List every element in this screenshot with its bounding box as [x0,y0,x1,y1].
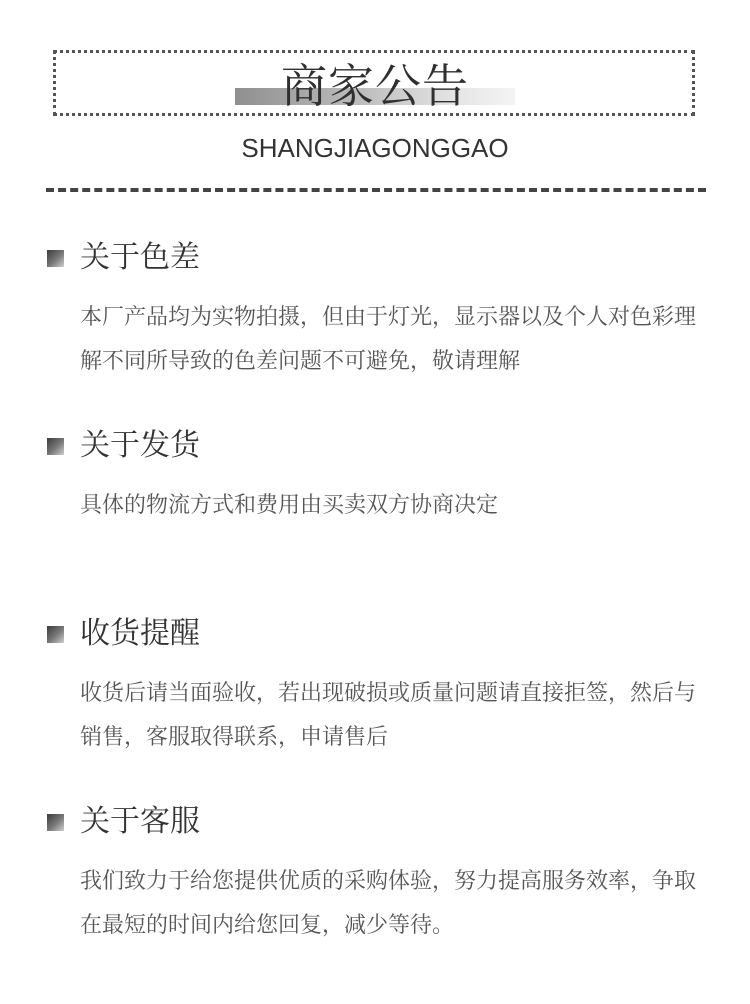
page-title: 商家公告 [281,59,469,113]
square-bullet-icon [47,250,64,267]
square-bullet-icon [47,814,64,831]
square-bullet-icon [47,438,64,455]
page-subtitle: SHANGJIAGONGGAO [241,133,509,163]
section-body: 收货后请当面验收，若出现破损或质量问题请直接拒签，然后与销售，客服取得联系，申请售后 [80,681,697,750]
square-bullet-icon [47,626,64,643]
section-title: 关于客服 [80,804,200,839]
section-title: 关于发货 [80,428,200,463]
section-title: 关于色差 [80,240,200,275]
section-title: 收货提醒 [80,616,200,651]
dashed-divider [46,188,706,192]
section-body: 具体的物流方式和费用由买卖双方协商决定 [80,493,499,518]
section-body: 我们致力于给您提供优质的采购体验，努力提高服务效率，争取在最短的时间内给您回复，减少等待。 [80,869,697,938]
section-body: 本厂产品均为实物拍摄，但由于灯光，显示器以及个人对色彩理解不同所导致的色差问题不可避免，敬请理解 [80,305,697,374]
